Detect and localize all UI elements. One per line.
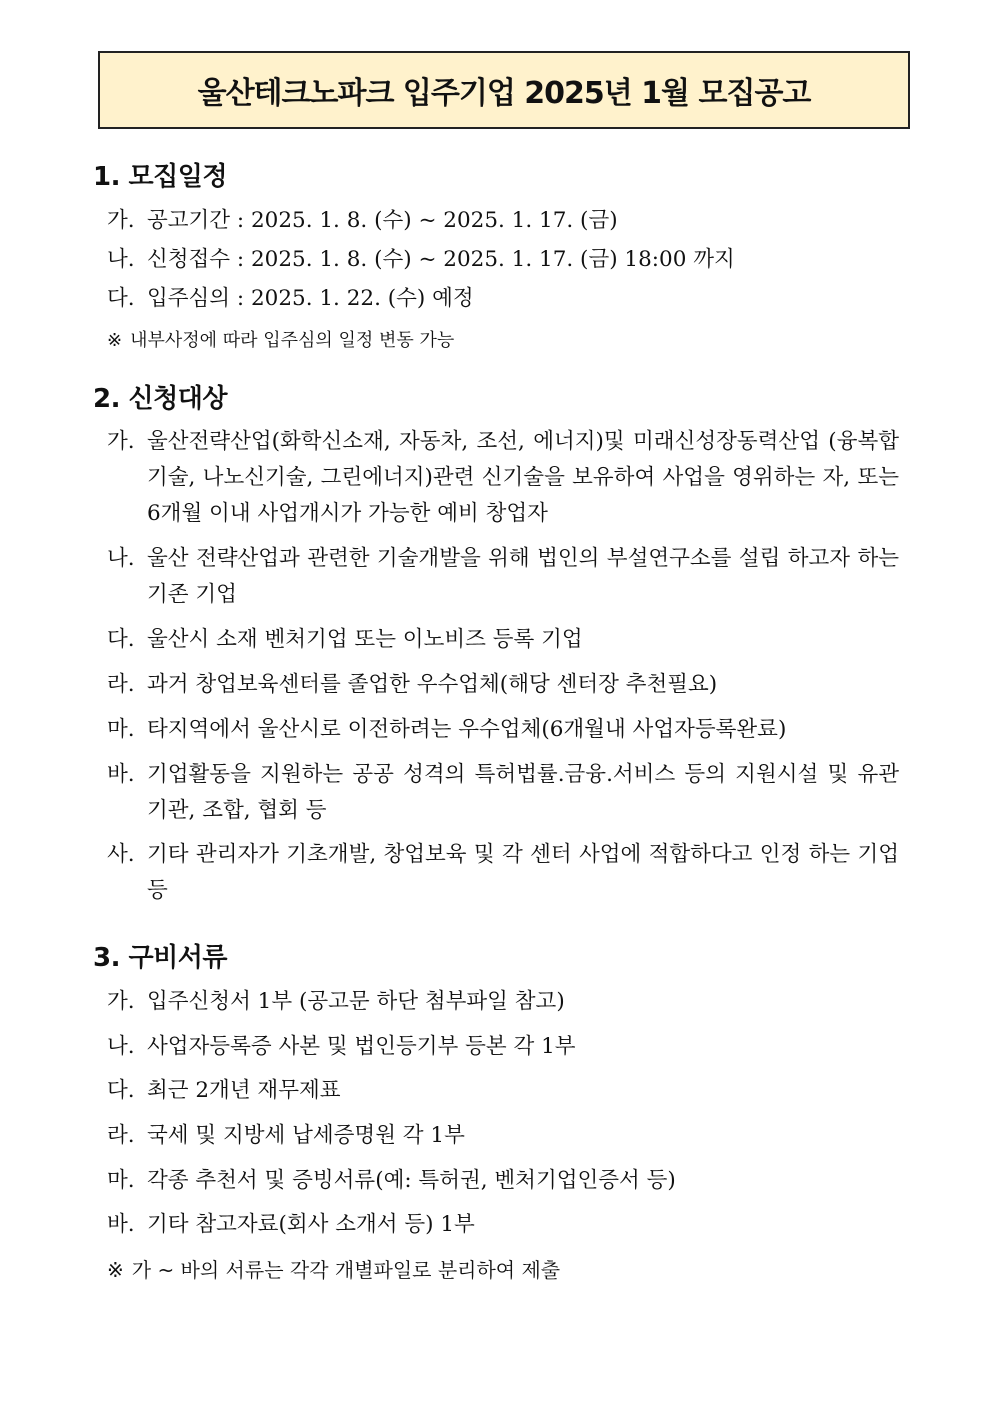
note-mark: ※ [107,1258,124,1282]
item-text: 신청접수 : 2025. 1. 8. (수) ~ 2025. 1. 17. (금) 18:00 까지 [147,247,735,272]
page-title: 울산테크노파크 입주기업 2025년 1월 모집공고 [197,76,811,111]
documents-note [107,1254,560,1283]
item-marker: 마. [107,717,135,742]
item-text: 기타 참고자료(회사 소개서 등) 1부 [147,1212,475,1237]
note-mark: ※ [107,330,123,351]
item-text: 최근 2개년 재무제표 [147,1078,341,1103]
item-text: 기업활동을 지원하는 공공 성격의 특허법률.금융.서비스 등의 지원시설 및 유관기관, 조합, 협회 등 [147,762,899,823]
item-marker: 다. [107,286,135,311]
item-text: 각종 추천서 및 증빙서류(예: 특허권, 벤처기업인증서 등) [147,1168,676,1193]
item-marker: 가. [107,989,135,1014]
list-item [107,541,899,613]
item-marker: 사. [107,842,135,867]
item-text: 타지역에서 울산시로 이전하려는 우수업체(6개월내 사업자등록완료) [147,717,787,742]
item-marker: 다. [107,1078,135,1103]
item-text: 국세 및 지방세 납세증명원 각 1부 [147,1123,465,1148]
list-item [107,242,899,278]
item-text: 입주심의 : 2025. 1. 22. (수) 예정 [147,286,474,311]
item-marker: 가. [107,429,135,454]
item-text: 기타 관리자가 기초개발, 창업보육 및 각 센터 사업에 적합하다고 인정 하는 기업 등 [147,842,899,903]
list-item [107,203,899,239]
item-text: 울산시 소재 벤처기업 또는 이노비즈 등록 기업 [147,627,583,652]
item-marker: 바. [107,1212,135,1237]
item-text: 사업자등록증 사본 및 법인등기부 등본 각 1부 [147,1034,576,1059]
list-item [107,1029,899,1065]
list-item [107,622,899,658]
list-item [107,837,899,909]
item-marker: 라. [107,672,135,697]
item-marker: 나. [107,1034,135,1059]
item-marker: 라. [107,1123,135,1148]
title-box [98,51,910,129]
item-marker: 마. [107,1168,135,1193]
item-text: 입주신청서 1부 (공고문 하단 첨부파일 참고) [147,989,565,1014]
note-text: 가 ~ 바의 서류는 각각 개별파일로 분리하여 제출 [131,1258,561,1282]
section-heading-eligibility: 2. 신청대상 [93,384,227,414]
list-item [107,424,899,532]
list-item [107,712,899,748]
item-text: 울산전략산업(화학신소재, 자동차, 조선, 에너지)및 미래신성장동력산업 (융복합기술, 나노신기술, 그린에너지)관련 신기술을 보유하여 사업을 영위하는 자, 또는 6개월 이내 사업개시가 가능한 예비 창업자 [147,429,899,526]
item-marker: 다. [107,627,135,652]
list-item [107,757,899,829]
item-marker: 나. [107,546,135,571]
item-marker: 바. [107,762,135,787]
item-text: 과거 창업보육센터를 졸업한 우수업체(해당 센터장 추천필요) [147,672,718,697]
list-item [107,984,899,1020]
section-heading-schedule: 1. 모집일정 [93,162,227,192]
item-text: 공고기간 : 2025. 1. 8. (수) ~ 2025. 1. 17. (금) [147,208,618,233]
list-item [107,1118,899,1154]
item-text: 울산 전략산업과 관련한 기술개발을 위해 법인의 부설연구소를 설립 하고자 하는 기존 기업 [147,546,899,607]
list-item [107,1207,899,1243]
schedule-note [107,326,454,352]
note-text: 내부사정에 따라 입주심의 일정 변동 가능 [130,330,455,351]
item-marker: 나. [107,247,135,272]
list-item [107,667,899,703]
list-item [107,281,899,317]
item-marker: 가. [107,208,135,233]
list-item [107,1163,899,1199]
section-heading-documents: 3. 구비서류 [93,943,227,973]
list-item [107,1073,899,1109]
